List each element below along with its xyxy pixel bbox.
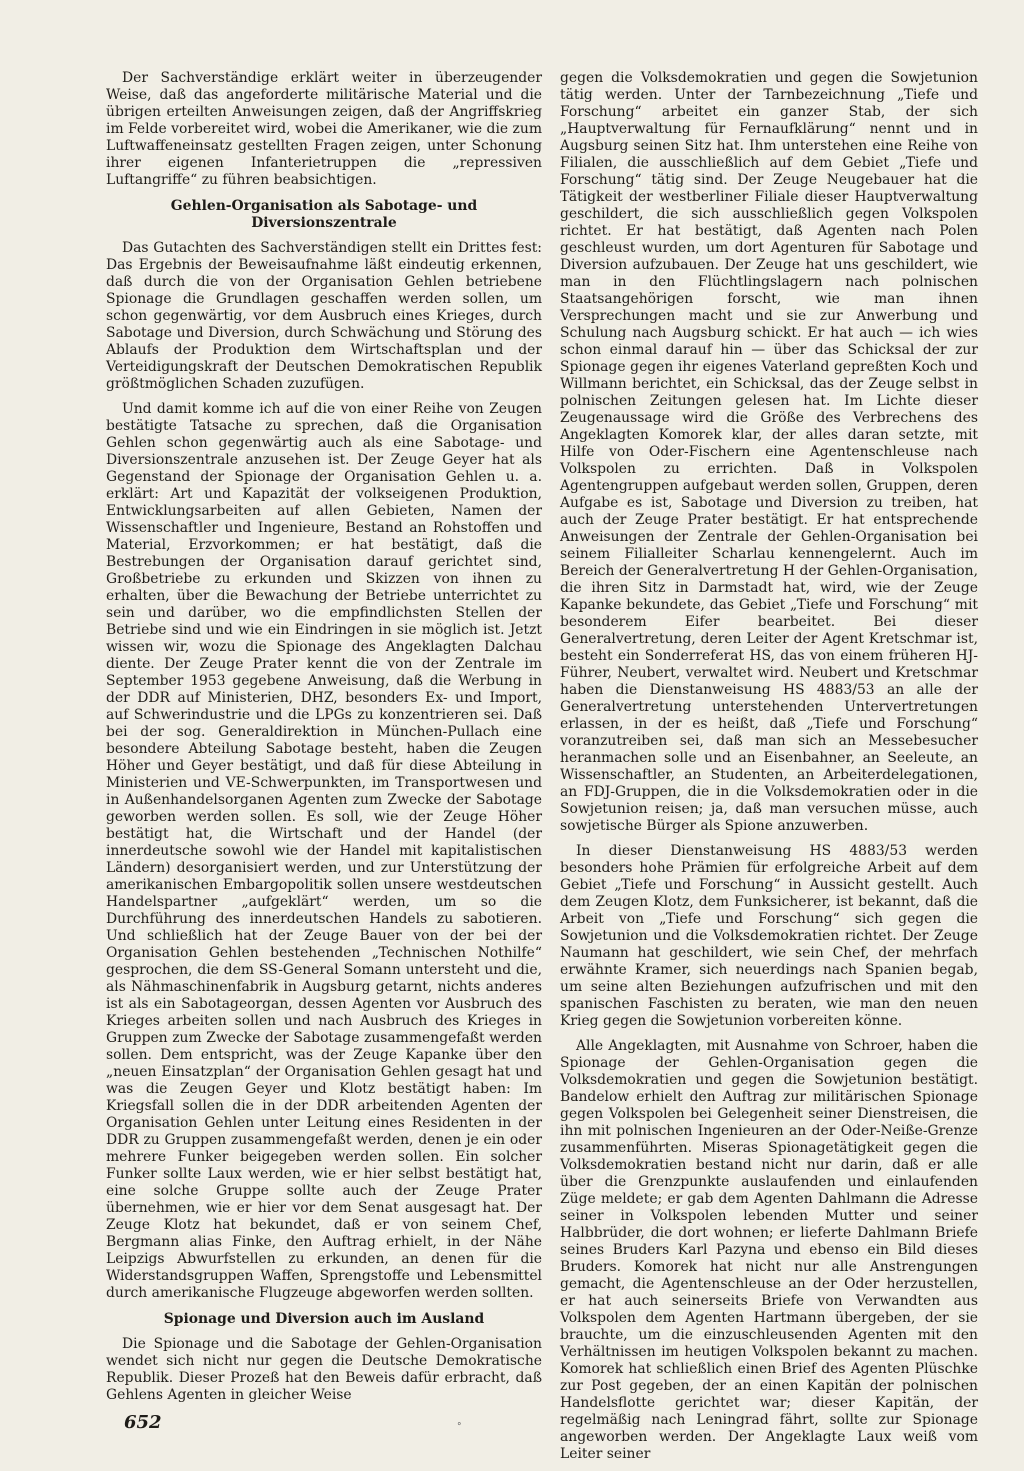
page-number: 652 bbox=[124, 1412, 162, 1433]
paragraph: Alle Angeklagten, mit Ausnahme von Schroer, haben die Spionage der Gehlen-Organisation gegen die Volksdemokratien und gegen die Sowjetunion bestätigt. Bandelow erhielt den Auftrag zur militärischen Spionage gegen Volkspolen bei Gelegenheit seiner Dienstreisen, die ihn mit polnischen Ingenieuren an der Oder-Neiße-Grenze zusammenführten. Miseras Spionagetätigkeit gegen die Volksdemokratien bestand nicht nur darin, daß er alle über die Grenzpunkte auslaufenden und einlaufenden Züge meldete; er gab dem Agenten Dahlmann die Adresse seiner in Volkspolen lebenden Mutter und seiner Halbbrüder, die dort wohnen; er lieferte Dahlmann Briefe seines Bruders Karl Pazyna und ebenso ein Bild dieses Bruders. Komorek hat nicht nur alle Anstrengungen gemacht, die Agentenschleuse an der Oder herzustellen, er hat auch seinerseits Briefe von Verwandten aus Volkspolen dem Agenten Hartmann übergeben, der sie brauchte, um die einzuschleusenden Agenten mit den Verhältnissen im heutigen Volkspolen bekannt zu machen. Komorek hat schließlich einen Brief des Agenten Plüschke zur Post gegeben, der an einen Kapitän der polnischen Handelsflotte gerichtet war; dieser Kapitän, der regelmäßig nach Leningrad fährt, sollte zur Spionage angeworben werden. Der Angeklagte Laux weiß vom Leiter seiner bbox=[560, 1038, 978, 1462]
section-heading: Gehlen-Organisation als Sabotage- und Diversionszentrale bbox=[170, 198, 478, 231]
margin-mark: ° bbox=[457, 1422, 462, 1432]
paragraph: In dieser Dienstanweisung HS 4883/53 werden besonders hohe Prämien für erfolgreiche Arbeit auf dem Gebiet „Tiefe und Forschung“ in Aussicht gestellt. Auch dem Zeugen Klotz, dem Funksicherer, ist bekannt, daß die Arbeit von „Tiefe und Forschung“ sich gegen die Sowjetunion und die Volksdemokratien richtet. Der Zeuge Naumann hat geschildert, wie sein Chef, der mehrfach erwähnte Kramer, sich neuerdings nach Spanien begab, um seine alten Beziehungen aufzufrischen und mit den spanischen Faschisten zu beraten, wie man den neuen Krieg gegen die Sowjetunion vorbereiten könne. bbox=[560, 843, 978, 1029]
section-heading: Spionage und Diversion auch im Ausland bbox=[163, 1311, 485, 1327]
paragraph: Das Gutachten des Sachverständigen stellt ein Drittes fest: Das Ergebnis der Beweisaufnahme läßt eindeutig erkennen, daß durch die von der Organisation Gehlen betriebene Spionage die Grundlagen geschaffen werden sollen, um schon gegenwärtig, vor dem Ausbruch eines Krieges, durch Sabotage und Diversion, durch Schwächung und Störung des Ablaufs der Produktion dem Wirtschaftsplan und der Verteidigungskraft der Deutschen Demokratischen Republik größtmöglichen Schaden zuzufügen. bbox=[106, 240, 542, 392]
left-column bbox=[106, 70, 542, 1412]
right-column bbox=[560, 70, 978, 1471]
paragraph: Und damit komme ich auf die von einer Reihe von Zeugen bestätigte Tatsache zu sprechen, daß die Organisation Gehlen schon gegenwärtig auch als eine Sabotage- und Diversionszentrale anzusehen ist. Der Zeuge Geyer hat als Gegenstand der Spionage der Organisation Gehlen u. a. erklärt: Art und Kapazität der volkseigenen Produktion, Entwicklungsarbeiten auf allen Gebieten, Namen der Wissenschaftler und Ingenieure, Bestand an Rohstoffen und Material, Erzvorkommen; er hat bestätigt, daß die Bestrebungen der Organisation darauf gerichtet sind, Großbetriebe zu erkunden und Skizzen von ihnen zu erhalten, über die Bewachung der Betriebe unterrichtet zu sein und darüber, wo die empfindlichsten Stellen der Betriebe sind und wie ein Eindringen in sie möglich ist. Jetzt wissen wir, wozu die Spionage des Angeklagten Dalchau diente. Der Zeuge Prater kennt die von der Zentrale im September 1953 gegebene Anweisung, daß die Werbung in der DDR auf Ministerien, DHZ, besonders Ex- und Import, auf Schwerindustrie und die LPGs zu konzentrieren sei. Daß bei der sog. Generaldirektion in München-Pullach eine besondere Abteilung Sabotage besteht, haben die Zeugen Höher und Geyer bestätigt, und daß für diese Abteilung in Ministerien und VE-Schwerpunkten, im Transportwesen und in Außenhandelsorganen Agenten zum Zwecke der Sabotage geworben werden sollen. Es soll, wie der Zeuge Höher bestätigt hat, die Wirtschaft und der Handel (der innerdeutsche sowohl wie der Handel mit kapitalistischen Ländern) desorganisiert werden, und zur Unterstützung der amerikanischen Embargopolitik sollen unsere westdeutschen Handelspartner „aufgeklärt“ werden, um so die Durchführung des innerdeutschen Handels zu sabotieren. Und schließlich hat der Zeuge Bauer von der bei der Organisation Gehlen bestehenden „Technischen Nothilfe“ gesprochen, die dem SS-General Somann untersteht und die, als Nähmaschinenfabrik in Augsburg getarnt, nichts anderes ist als ein Sabotageorgan, dessen Agenten vor Ausbruch des Krieges arbeiten sollen und nach Ausbruch des Krieges in Gruppen zum Zwecke der Sabotage zusammengefaßt werden sollen. Dem entspricht, was der Zeuge Kapanke über den „neuen Einsatzplan“ der Organisation Gehlen gesagt hat und was die Zeugen Geyer und Klotz bestätigt haben: Im Kriegsfall sollen die in der DDR arbeitenden Agenten der Organisation Gehlen unter Leitung eines Residenten in der DDR zu Gruppen zusammengefaßt werden, denen je ein oder mehrere Funker beigegeben werden sollen. Ein solcher Funker sollte Laux werden, wie er hier selbst bestätigt hat, eine solche Gruppe sollte auch der Zeuge Prater übernehmen, wie er hier vor dem Senat ausgesagt hat. Der Zeuge Klotz hat bekundet, daß er von seinem Chef, Bergmann alias Finke, den Auftrag erhielt, in der Nähe Leipzigs Abwurfstellen zu erkunden, an denen für die Widerstandsgruppen Waffen, Sprengstoffe und Lebensmittel durch amerikanische Flugzeuge abgeworfen werden sollten. bbox=[106, 401, 542, 1301]
paragraph: gegen die Volksdemokratien und gegen die Sowjetunion tätig werden. Unter der Tarnbezeichnung „Tiefe und Forschung“ arbeitet ein ganzer Stab, der sich „Hauptverwaltung für Fernaufklärung“ nennt und in Augsburg seinen Sitz hat. Ihm unterstehen eine Reihe von Filialen, die ausschließlich auf dem Gebiet „Tiefe und Forschung“ tätig sind. Der Zeuge Neugebauer hat die Tätigkeit der westberliner Filiale dieser Hauptverwaltung geschildert, die sich ausschließlich gegen Volkspolen richtet. Er hat bestätigt, daß Agenten nach Polen geschleust wurden, um dort Agenturen für Sabotage und Diversion aufzubauen. Der Zeuge hat uns geschildert, wie man in den Flüchtlingslagern nach polnischen Staatsangehörigen forscht, wie man ihnen Versprechungen macht und sie zur Anwerbung und Schulung nach Augsburg schickt. Er hat auch — ich wies schon einmal darauf hin — über das Schicksal der zur Spionage gegen ihr eigenes Vaterland gepreßten Koch und Willmann berichtet, ein Schicksal, das der Zeuge selbst in polnischen Zeitungen gelesen hat. Im Lichte dieser Zeugenaussage wird die Größe des Verbrechens des Angeklagten Komorek klar, der alles daran setzte, mit Hilfe von Oder-Fischern eine Agentenschleuse nach Volkspolen zu errichten. Daß in Volkspolen Agentengruppen aufgebaut werden sollen, Gruppen, deren Aufgabe es ist, Sabotage und Diversion zu treiben, hat auch der Zeuge Prater bestätigt. Er hat entsprechende Anweisungen der Zentrale der Gehlen-Organisation bei seinem Filialleiter Scharlau kennengelernt. Auch im Bereich der Generalvertretung H der Gehlen-Organisation, die ihren Sitz in Darmstadt hat, wird, wie der Zeuge Kapanke bekundete, das Gebiet „Tiefe und Forschung“ mit besonderem Eifer bearbeitet. Bei dieser Generalvertretung, deren Leiter der Agent Kretschmar ist, besteht ein Sonderreferat HS, das von einem früheren HJ-Führer, Neubert, verwaltet wird. Neubert und Kretschmar haben die Dienstanweisung HS 4883/53 an alle der Generalvertretung unterstehenden Untervertretungen erlassen, in der es heißt, daß „Tiefe und Forschung“ voranzutreiben sei, daß man sich an Messebesucher heranmachen solle und an Eisenbahner, an Seeleute, an Wissenschaftler, an Studenten, an Arbeiterdelegationen, an FDJ-Gruppen, die in die Volksdemokratien oder in die Sowjetunion reisen; ja, daß man versuchen müsse, auch sowjetische Bürger als Spione anzuwerben. bbox=[560, 70, 978, 834]
paragraph: Die Spionage und die Sabotage der Gehlen-Organisation wendet sich nicht nur gegen die Deutsche Demokratische Republik. Dieser Prozeß hat den Beweis dafür erbracht, daß Gehlens Agenten in gleicher Weise bbox=[106, 1336, 542, 1403]
paragraph: Der Sachverständige erklärt weiter in überzeugender Weise, daß das angeforderte militärische Material und die übrigen erteilten Anweisungen zeigen, daß der Angriffskrieg im Felde vorbereitet wird, wobei die Amerikaner, wie die zum Luftwaffeneinsatz gestellten Fragen zeigen, unter Schonung ihrer eigenen Infanterietruppen die „repressiven Luftangriffe“ zu führen beabsichtigen. bbox=[106, 70, 542, 188]
